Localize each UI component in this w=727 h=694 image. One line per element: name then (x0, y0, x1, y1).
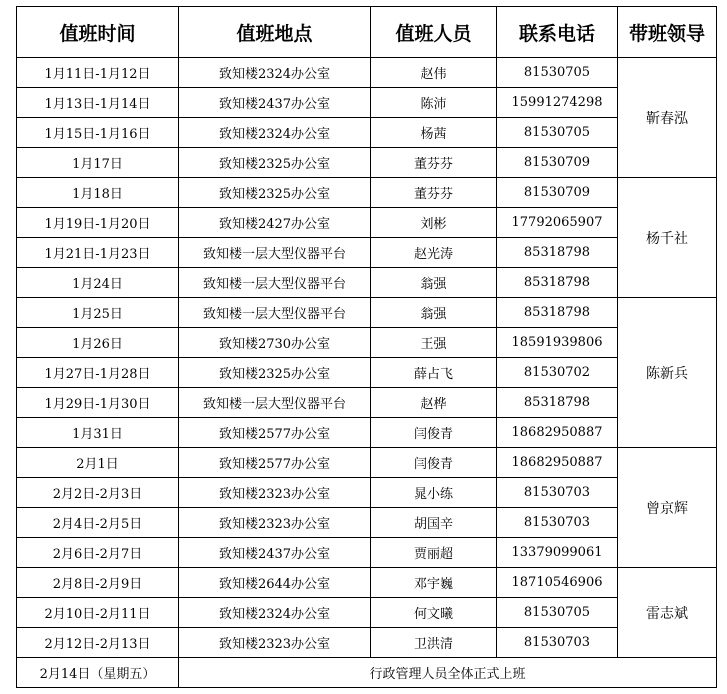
duty-time: 1月18日 (17, 178, 179, 208)
duty-phone: 17792065907 (497, 208, 618, 238)
duty-leader: 杨千社 (618, 178, 717, 298)
table-row (17, 568, 717, 598)
duty-place: 致知楼2325办公室 (179, 178, 371, 208)
duty-person: 杨茜 (371, 118, 497, 148)
duty-person: 翁强 (371, 268, 497, 298)
duty-place: 致知楼一层大型仪器平台 (179, 268, 371, 298)
duty-phone: 85318798 (497, 298, 618, 328)
duty-phone: 18710546906 (497, 568, 618, 598)
duty-phone: 85318798 (497, 388, 618, 418)
duty-time: 1月26日 (17, 328, 179, 358)
table-row (17, 448, 717, 478)
duty-time: 1月24日 (17, 268, 179, 298)
duty-person: 卫洪清 (371, 628, 497, 658)
duty-place: 致知楼2324办公室 (179, 598, 371, 628)
duty-time: 2月4日-2月5日 (17, 508, 179, 538)
duty-phone: 81530703 (497, 478, 618, 508)
table-row (17, 538, 717, 568)
duty-phone: 13379099061 (497, 538, 618, 568)
duty-place: 致知楼2325办公室 (179, 358, 371, 388)
table-row (17, 598, 717, 628)
duty-person: 薛占飞 (371, 358, 497, 388)
duty-place: 致知楼2437办公室 (179, 88, 371, 118)
header-person: 值班人员 (371, 7, 497, 58)
header-place: 值班地点 (179, 7, 371, 58)
duty-phone: 81530709 (497, 178, 618, 208)
duty-phone: 81530709 (497, 148, 618, 178)
duty-leader: 靳春泓 (618, 58, 717, 178)
duty-place: 致知楼2644办公室 (179, 568, 371, 598)
duty-schedule-table (16, 6, 717, 688)
duty-place: 致知楼2323办公室 (179, 628, 371, 658)
duty-time: 1月25日 (17, 298, 179, 328)
table-row (17, 118, 717, 148)
duty-person: 邓宇巍 (371, 568, 497, 598)
duty-time: 2月1日 (17, 448, 179, 478)
duty-leader: 曾京辉 (618, 448, 717, 568)
duty-person: 刘彬 (371, 208, 497, 238)
duty-person: 赵桦 (371, 388, 497, 418)
duty-time: 1月31日 (17, 418, 179, 448)
footer-row (17, 658, 717, 688)
table-row (17, 298, 717, 328)
duty-place: 致知楼一层大型仪器平台 (179, 298, 371, 328)
duty-place: 致知楼2437办公室 (179, 538, 371, 568)
duty-leader: 陈新兵 (618, 298, 717, 448)
duty-phone: 81530703 (497, 508, 618, 538)
duty-phone: 15991274298 (497, 88, 618, 118)
duty-time: 1月13日-1月14日 (17, 88, 179, 118)
duty-phone: 18682950887 (497, 448, 618, 478)
table-row (17, 388, 717, 418)
duty-phone: 81530705 (497, 118, 618, 148)
table-row (17, 478, 717, 508)
duty-person: 何文曦 (371, 598, 497, 628)
duty-person: 赵光涛 (371, 238, 497, 268)
duty-place: 致知楼2324办公室 (179, 118, 371, 148)
duty-person: 董芬芬 (371, 178, 497, 208)
duty-person: 贾丽超 (371, 538, 497, 568)
duty-time: 2月12日-2月13日 (17, 628, 179, 658)
duty-person: 闫俊青 (371, 448, 497, 478)
header-phone: 联系电话 (497, 7, 618, 58)
duty-person: 晁小练 (371, 478, 497, 508)
table-row (17, 178, 717, 208)
duty-time: 1月17日 (17, 148, 179, 178)
duty-phone: 85318798 (497, 268, 618, 298)
duty-place: 致知楼2324办公室 (179, 58, 371, 88)
duty-person: 翁强 (371, 298, 497, 328)
footer-note: 行政管理人员全体正式上班 (179, 658, 717, 688)
duty-place: 致知楼2323办公室 (179, 478, 371, 508)
duty-phone: 81530705 (497, 58, 618, 88)
duty-time: 2月10日-2月11日 (17, 598, 179, 628)
duty-leader: 雷志斌 (618, 568, 717, 658)
duty-person: 董芬芬 (371, 148, 497, 178)
table-row (17, 58, 717, 88)
table-row (17, 508, 717, 538)
duty-phone: 81530703 (497, 628, 618, 658)
duty-place: 致知楼一层大型仪器平台 (179, 388, 371, 418)
footer-time: 2月14日（星期五） (17, 658, 179, 688)
duty-time: 1月21日-1月23日 (17, 238, 179, 268)
table-row (17, 268, 717, 298)
duty-time: 1月29日-1月30日 (17, 388, 179, 418)
duty-place: 致知楼一层大型仪器平台 (179, 238, 371, 268)
duty-place: 致知楼2323办公室 (179, 508, 371, 538)
duty-place: 致知楼2577办公室 (179, 448, 371, 478)
header-row (17, 7, 717, 58)
duty-time: 2月6日-2月7日 (17, 538, 179, 568)
table-row (17, 208, 717, 238)
duty-person: 胡国辛 (371, 508, 497, 538)
duty-person: 闫俊青 (371, 418, 497, 448)
duty-place: 致知楼2325办公室 (179, 148, 371, 178)
table-row (17, 148, 717, 178)
duty-place: 致知楼2577办公室 (179, 418, 371, 448)
duty-phone: 18591939806 (497, 328, 618, 358)
duty-place: 致知楼2730办公室 (179, 328, 371, 358)
table-row (17, 88, 717, 118)
duty-person: 陈沛 (371, 88, 497, 118)
table-row (17, 418, 717, 448)
duty-time: 1月11日-1月12日 (17, 58, 179, 88)
duty-person: 王强 (371, 328, 497, 358)
duty-place: 致知楼2427办公室 (179, 208, 371, 238)
duty-time: 2月2日-2月3日 (17, 478, 179, 508)
duty-phone: 81530705 (497, 598, 618, 628)
table-row (17, 328, 717, 358)
header-time: 值班时间 (17, 7, 179, 58)
duty-time: 1月27日-1月28日 (17, 358, 179, 388)
table-row (17, 628, 717, 658)
header-leader: 带班领导 (618, 7, 717, 58)
duty-phone: 81530702 (497, 358, 618, 388)
duty-person: 赵伟 (371, 58, 497, 88)
duty-time: 2月8日-2月9日 (17, 568, 179, 598)
duty-phone: 85318798 (497, 238, 618, 268)
table-row (17, 358, 717, 388)
table-row (17, 238, 717, 268)
duty-time: 1月15日-1月16日 (17, 118, 179, 148)
duty-phone: 18682950887 (497, 418, 618, 448)
duty-time: 1月19日-1月20日 (17, 208, 179, 238)
